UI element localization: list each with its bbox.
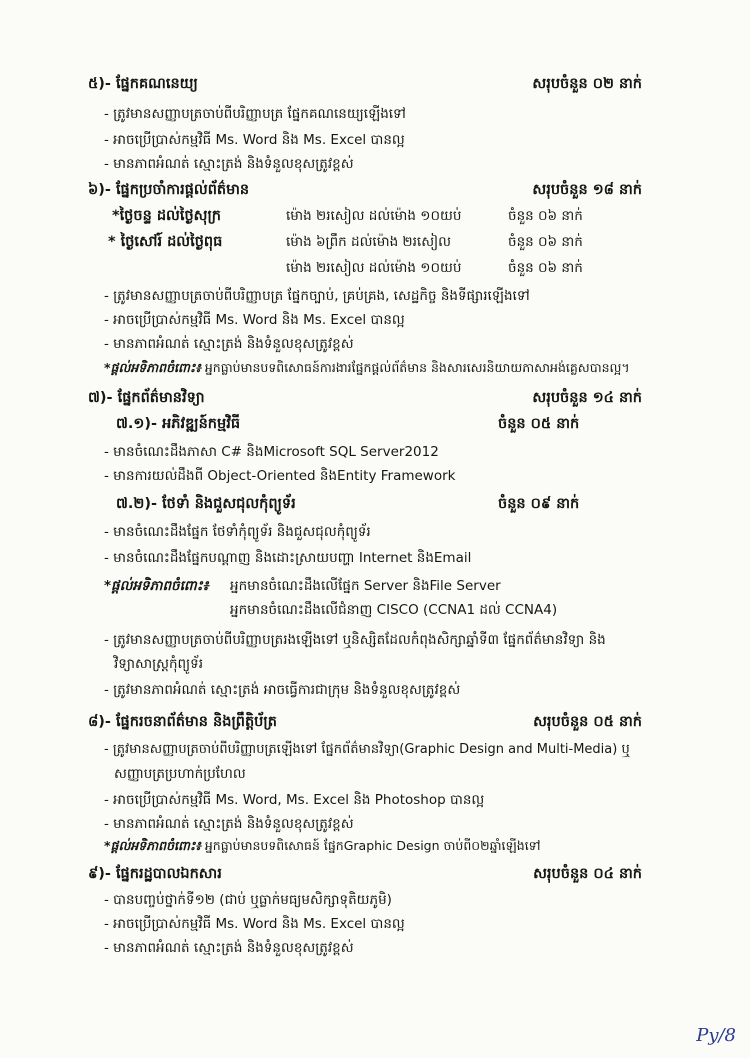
list-item: - អាចប្រើប្រាស់កម្មវិធី Ms. Word និង Ms. Excel បានល្អ [104,132,405,148]
priority-note [104,836,541,856]
priority-label: *ផ្តល់អទិភាពចំពោះ៖ [104,578,209,594]
list-item: - មានចំណេះដឹងភាសា C# និងMicrosoft SQL Server2012 [104,444,439,460]
section-8-title: ៨)- ផ្នែករចនាព័ត៌មាន និងព្រឹត្តិប័ត្រ [88,714,277,730]
list-item: - ត្រូវមានសញ្ញាបត្រចាប់ពីបរិញ្ញាបត្រឡើងទៅ ផ្នែកព័ត៌មានវិទ្យា(Graphic Design and Multi-Media) ឬ [104,742,630,757]
priority-label: *ផ្តល់អទិភាពចំពោះ៖ [104,838,201,853]
section-9-title: ៩)- ផ្នែករដ្ឋបាលឯកសារ [88,866,222,882]
subsection-7-1-count: ចំនួន ០៥ នាក់ [498,416,580,432]
subsection-7-2-count: ចំនួន ០៩ នាក់ [498,496,580,512]
section-5-total: សរុបចំនួន ០២ នាក់ [532,76,642,92]
subsection-7-2-title: ៧.២)- ថែទាំ និងជួសជុលកុំព្យូទ័រ [116,496,296,512]
list-item: - មានចំណេះដឹងផ្នែកបណ្តាញ និងដោះស្រាយបញ្ហា Internet និងEmail [104,550,472,566]
list-item: - មានភាពអំណត់ ស្មោះត្រង់ និងទំនួលខុសត្រូវខ្ពស់ [104,156,354,172]
priority-line: អ្នកមានចំណេះដឹងលើផ្នែក Server និងFile Server [230,578,501,594]
list-item: - មានចំណេះដឹងផ្នែក ថែទាំកុំព្យូទ័រ និងជួសជុលកុំព្យូទ័រ [104,524,371,540]
priority-line: អ្នកមានចំណេះដឹងលើជំនាញ CISCO (CCNA1 ដល់ CCNA4) [230,602,558,618]
section-9-total: សរុបចំនួន ០៤ នាក់ [533,866,642,882]
schedule-count: ចំនួន ០៦ នាក់ [508,260,583,276]
list-item: - អាចប្រើប្រាស់កម្មវិធី Ms. Word និង Ms. Excel បានល្អ [104,312,405,328]
list-item: - អាចប្រើប្រាស់កម្មវិធី Ms. Word និង Ms. Excel បានល្អ [104,916,405,932]
priority-text: អ្នកធ្លាប់មានបទពិសោធន៍ការងារផ្នែកផ្តល់ព័ត៌មាន និងសារសេរនិយាយភាសាអង់គ្លេសបានល្អ។ [204,360,630,375]
list-item: - មានការយល់ដឹងពី Object-Oriented និងEntity Framework [104,468,456,484]
schedule-day: *ថ្ងៃចន្ទ ដល់ថ្ងៃសុក្រ [112,208,221,224]
list-item: - មានភាពអំណត់ ស្មោះត្រង់ និងទំនួលខុសត្រូវខ្ពស់ [104,336,354,352]
list-item: - ត្រូវមានសញ្ញាបត្រចាប់ពីបរិញ្ញាបត្ររងឡើងទៅ ឬនិស្សិតដែលកំពុងសិក្សាឆ្នាំទី៣ ផ្នែកព័ត៌មានវិទ្យា និង [104,632,606,648]
list-item: - ត្រូវមានសញ្ញាបត្រចាប់ពីបរិញ្ញាបត្រ ផ្នែកច្បាប់, គ្រប់គ្រង, សេដ្ឋកិច្ច និងទីផ្សារឡើងទៅ [104,288,530,304]
schedule-time: ម៉ោង ៦ព្រឹក ដល់ម៉ោង ២រសៀល [286,234,451,250]
list-item-continuation: វិទ្យាសាស្ត្រកុំព្យូទ័រ [114,656,203,672]
list-item-continuation: សញ្ញាបត្រប្រហាក់ប្រហែល [114,766,246,782]
list-item: - មានភាពអំណត់ ស្មោះត្រង់ និងទំនួលខុសត្រូវខ្ពស់ [104,816,354,832]
list-item: - ត្រូវមានសញ្ញាបត្រចាប់ពីបរិញ្ញាបត្រ ផ្នែកគណនេយ្យឡើងទៅ [104,106,406,122]
section-7-total: សរុបចំនួន ១៤ នាក់ [532,390,642,406]
section-8-total: សរុបចំនួន ០៥ នាក់ [533,714,642,730]
schedule-time: ម៉ោង ២រសៀល ដល់ម៉ោង ១០យប់ [286,208,462,224]
priority-text: អ្នកធ្លាប់មានបទពិសោធន៍ ផ្នែកGraphic Design ចាប់ពី០២ឆ្នាំឡើងទៅ [204,838,541,853]
schedule-count: ចំនួន ០៦ នាក់ [508,234,583,250]
list-item: - បានបញ្ចប់ថ្នាក់ទី១២ (ជាប់ ឬធ្លាក់មធ្យមសិក្សាទុតិយភូមិ) [104,892,392,908]
section-5-title: ៥)- ផ្នែកគណនេយ្យ [88,76,198,92]
schedule-count: ចំនួន ០៦ នាក់ [508,208,583,224]
list-item: - អាចប្រើប្រាស់កម្មវិធី Ms. Word, Ms. Excel និង Photoshop បានល្អ [104,792,485,808]
schedule-time: ម៉ោង ២រសៀល ដល់ម៉ោង ១០យប់ [286,260,462,276]
handwritten-initials: Py/8 [696,1025,736,1046]
list-item: - ត្រូវមានភាពអំណត់ ស្មោះត្រង់ អាចធ្វើការជាក្រុម និងទំនួលខុសត្រូវខ្ពស់ [104,682,461,698]
section-6-title: ៦)- ផ្នែកប្រចាំការផ្តល់ព័ត៌មាន [88,182,250,198]
priority-note [104,358,630,378]
section-6-total: សរុបចំនួន ១៨ នាក់ [532,182,642,198]
subsection-7-1-title: ៧.១)- អភិវឌ្ឍន៍កម្មវិធី [116,416,241,432]
section-7-title: ៧)- ផ្នែកព័ត៌មានវិទ្យា [88,390,205,406]
priority-label: *ផ្តល់អទិភាពចំពោះ៖ [104,360,201,375]
list-item: - មានភាពអំណត់ ស្មោះត្រង់ និងទំនួលខុសត្រូវខ្ពស់ [104,940,354,956]
schedule-day: * ថ្ងៃសៅរ៍ ដល់ថ្ងៃពុធ [108,234,223,250]
